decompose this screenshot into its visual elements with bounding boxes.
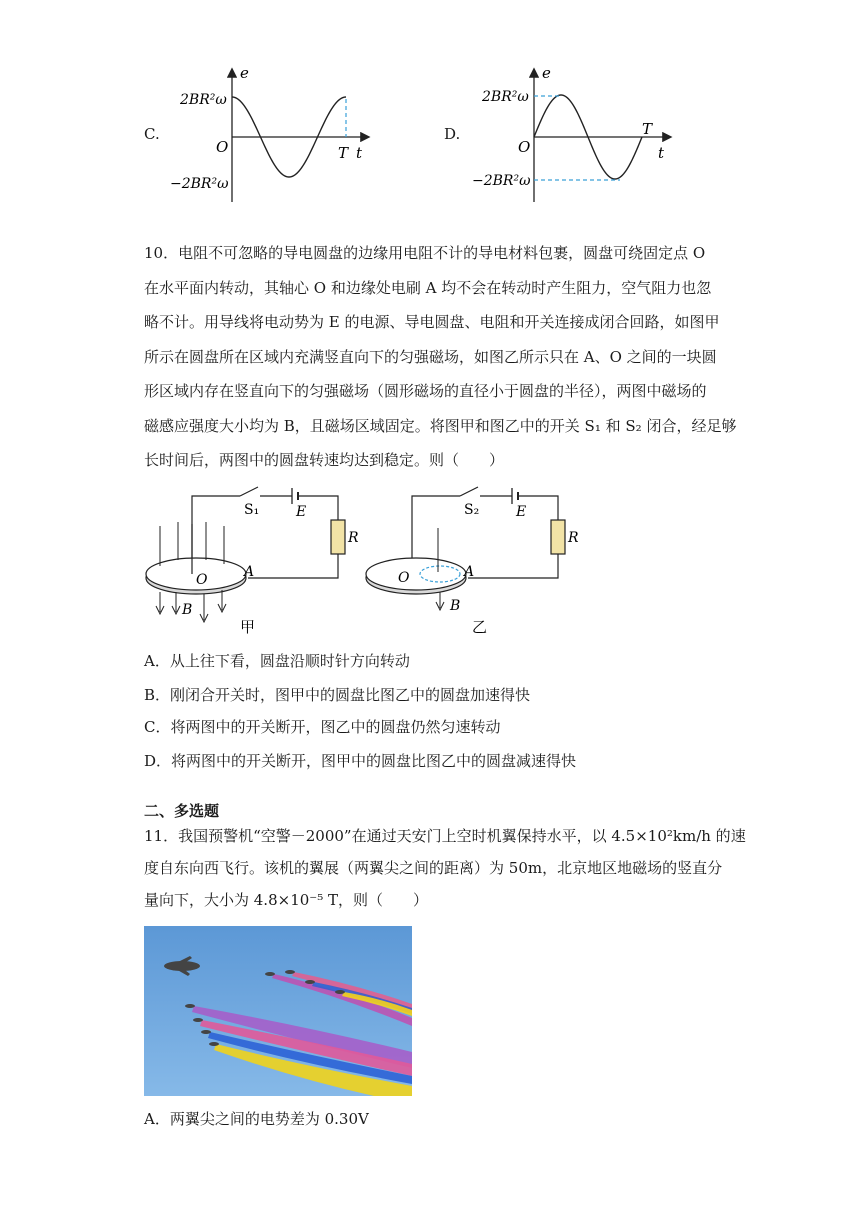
section-title: 二、多选题 — [144, 802, 220, 820]
graph-c-max: 2BR²ω — [180, 92, 227, 108]
yi-disk-top — [366, 558, 466, 590]
yi-resistor-label: R — [568, 530, 579, 546]
option-d-label: D. — [444, 125, 461, 143]
graph-d — [470, 62, 680, 212]
yi-switch-label: S₂ — [464, 502, 480, 518]
jia-switch — [240, 487, 258, 496]
jia-field-label: B — [182, 602, 193, 618]
graph-d-y-label: e — [542, 64, 551, 82]
q10-line: 形区域内存在竖直向下的匀强磁场（圆形磁场的直径小于圆盘的半径），两图中磁场的 — [144, 382, 707, 400]
yi-center-label: O — [398, 570, 410, 586]
graph-d-max: 2BR²ω — [482, 89, 529, 105]
aircraft-photo — [144, 926, 412, 1096]
q11-option-a: A．两翼尖之间的电势差为 0.30V — [144, 1110, 369, 1128]
q11-line: 度自东向西飞行。该机的翼展（两翼尖之间的距离）为 50m，北京地区地磁场的竖直分 — [144, 859, 723, 877]
jia-resistor-label: R — [348, 530, 359, 546]
q11-line: 11．我国预警机“空警－2000”在通过天安门上空时机翼保持水平，以 4.5×10²km/h 的速 — [144, 827, 746, 845]
q11-line: 量向下，大小为 4.8×10⁻⁵ T，则（ ） — [144, 891, 428, 909]
figure-jia — [140, 484, 370, 640]
graph-d-origin: O — [518, 138, 531, 156]
q11-stem — [144, 820, 746, 916]
jia-switch-label: S₁ — [244, 502, 260, 518]
yi-field-arrow — [436, 592, 444, 610]
yi-caption: 乙 — [472, 618, 488, 636]
jia-brush-label: A — [244, 564, 255, 580]
figure-yi — [360, 484, 590, 640]
q10-option-c: C．将两图中的开关断开，图乙中的圆盘仍然匀速转动 — [144, 718, 501, 736]
graph-d-x-label: t — [658, 144, 665, 162]
graph-c-period: T — [338, 144, 349, 162]
graph-c-origin: O — [216, 138, 229, 156]
jia-wire — [248, 554, 338, 578]
q10-stem — [144, 236, 737, 478]
yi-resistor — [551, 520, 565, 554]
q10-line: 10．电阻不可忽略的导电圆盘的边缘用电阻不计的导电材料包裹，圆盘可绕固定点 O — [144, 244, 706, 262]
q10-option-a: A．从上往下看，圆盘沿顺时针方向转动 — [144, 652, 410, 670]
q10-option-d: D．将两图中的开关断开，图甲中的圆盘比图乙中的圆盘减速得快 — [144, 752, 577, 770]
graph-c-y-label: e — [240, 64, 249, 82]
graph-d-period: T — [642, 120, 653, 138]
yi-wire — [468, 554, 558, 578]
jia-center-label: O — [196, 572, 208, 588]
yi-switch — [460, 487, 478, 496]
yi-brush-label: A — [464, 564, 475, 580]
q10-line: 所示在圆盘所在区域内充满竖直向下的匀强磁场，如图乙所示只在 A、O 之间的一块圆 — [144, 347, 717, 366]
q10-option-b: B．刚闭合开关时，图甲中的圆盘比图乙中的圆盘加速得快 — [144, 686, 531, 704]
yi-field-label: B — [450, 598, 461, 614]
graph-d-min: −2BR²ω — [472, 173, 531, 189]
graph-c-min: −2BR²ω — [170, 176, 229, 192]
graph-c — [168, 62, 378, 212]
jia-resistor — [331, 520, 345, 554]
yi-source-label: E — [516, 504, 527, 520]
q10-line: 磁感应强度大小均为 B，且磁场区域固定。将图甲和图乙中的开关 S₁ 和 S₂ 闭合，经足够 — [144, 416, 737, 435]
q10-line: 略不计。用导线将电动势为 E 的电源、导电圆盘、电阻和开关连接成闭合回路，如图甲 — [144, 313, 720, 331]
option-c-label: C. — [144, 125, 160, 143]
jia-caption: 甲 — [240, 618, 256, 636]
graph-c-x-label: t — [356, 144, 363, 162]
q10-line: 在水平面内转动，其轴心 O 和边缘处电刷 A 均不会在转动时产生阻力，空气阻力也忽 — [144, 278, 712, 297]
q10-line: 长时间后，两图中的圆盘转速均达到稳定。则（ ） — [144, 451, 505, 469]
jia-source-label: E — [296, 504, 307, 520]
